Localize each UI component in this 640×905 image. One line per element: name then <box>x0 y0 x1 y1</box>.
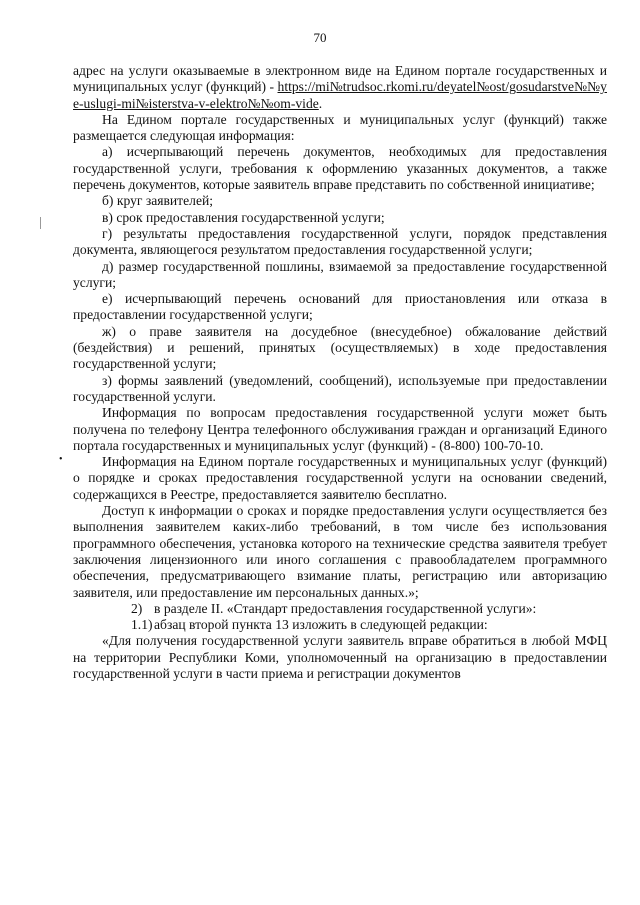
item-1-1 <box>73 617 607 633</box>
paragraph-address-text: адрес на услуги оказываемые в электронном виде на Едином портале государственных и муниципальных услуг (функций) - <box>73 63 607 95</box>
final-paragraph: «Для получения государственной услуги заявитель вправе обратиться в любой МФЦ на территории Республики Коми, уполномоченный на организацию в предоставлении государственной услуги в части приема и регистрации документов <box>73 633 607 681</box>
list-item-g: г) результаты предоставления государственной услуги, порядок представления документа, являющегося результатом предоставления государственной услуги; <box>73 225 607 258</box>
paragraph-registry: Информация на Едином портале государственных и муниципальных услуг (функций) о порядке и сроках предоставления государственной услуги на основании сведений, содержащихся в Реестре, предоставляется заявителю бесплатно. <box>73 454 607 502</box>
item-2-text: в разделе II. «Стандарт предоставления государственной услуги»: <box>154 600 537 616</box>
item-2 <box>73 601 607 617</box>
paragraph-access: Доступ к информации о сроках и порядке предоставления услуги осуществляется без выполнения заявителем каких-либо требований, в том числе без использования программного обеспечения, установка которого на технические средства заявителя требует заключения лицензионного или иного соглашения с правообладателем программного обеспечения, предусматривающего взимание платы, регистрацию или авторизацию заявителя, или предоставление им персональных данных.»; <box>73 503 607 600</box>
list-item-v: в) срок предоставления государственной услуги; <box>102 209 385 225</box>
list-item-d: д) размер государственной пошлины, взимаемой за предоставление государственной услуги; <box>73 258 607 290</box>
item-2-number: 2) <box>131 600 143 616</box>
paragraph: На Едином портале государственных и муниципальных услуг (функций) также размещается следующая информация: <box>73 111 607 144</box>
margin-dot: • <box>59 454 63 465</box>
item-1-1-text: абзац второй пункта 13 изложить в следующей редакции: <box>154 617 488 633</box>
list-item-a: а) исчерпывающий перечень документов, необходимых для предоставления государственной услуги, требования к оформлению указанных документов, а также перечень документов, которые заявитель вправе представить по собственной инициативе; <box>73 144 607 193</box>
margin-mark <box>40 217 41 229</box>
page-number: 70 <box>313 30 327 45</box>
list-item-e: е) исчерпывающий перечень оснований для приостановления или отказа в предоставлении государственной услуги; <box>73 291 607 323</box>
list-item-b: б) круг заявителей; <box>102 193 214 209</box>
list-item-zh: ж) о праве заявителя на досудебное (внесудебное) обжалование действий (бездействия) и решений, принятых (осуществляемых) в ходе предоставления государственной услуги; <box>73 323 607 372</box>
item-1-1-number: 1.1) <box>131 617 153 633</box>
document-body <box>73 63 607 682</box>
paragraph-address: адрес на услуги оказываемые в электронном виде на Едином портале государственных и муниципальных услуг (функций) - https://mi№trudsoc.rkomi.ru/deyatel№ost/gosudarstve№№ye-uslugi-mi№isterstva-v-elektro№№om-vide. <box>73 63 607 111</box>
paragraph-phone: Информация по вопросам предоставления государственной услуги может быть получена по телефону Центра телефонного обслуживания граждан и организаций Единого портала государственных и муниципальных услуг (функций) - (8-800) 100-70-10. <box>73 405 607 453</box>
list-item-z: з) формы заявлений (уведомлений, сообщений), используемые при предоставлении государственной услуги. <box>73 372 607 404</box>
portal-link[interactable]: https://mi№trudsoc.rkomi.ru/deyatel№ost/gosudarstve№№ye-uslugi-mi№isterstva-v-elektro№№om-vide <box>73 79 607 111</box>
